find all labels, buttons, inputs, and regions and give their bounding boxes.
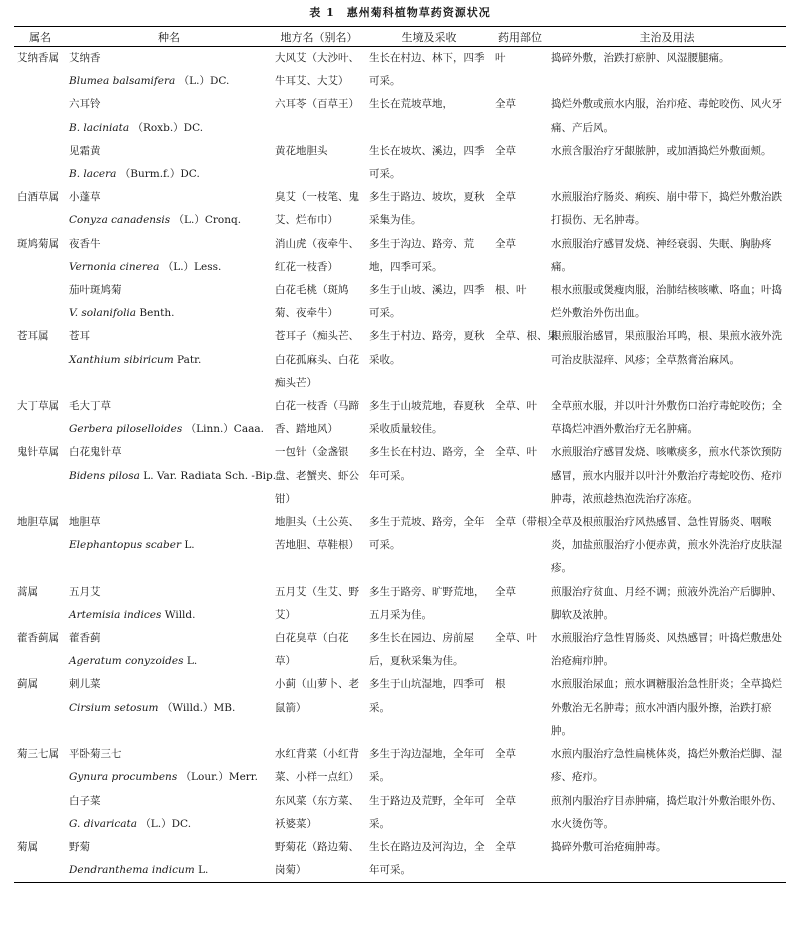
cell-species — [66, 743, 272, 789]
table-row — [14, 233, 786, 279]
scientific-binomial: Cirsium setosum — [69, 701, 159, 714]
scientific-authority: Patr. — [177, 353, 202, 366]
scientific-authority: Benth. — [139, 307, 175, 320]
table-row — [14, 581, 786, 627]
cell-medicinal-part: 全草 — [495, 794, 516, 807]
species-chinese-name: 野菊 — [69, 840, 90, 853]
header-local-name: 地方名（别名） — [272, 27, 366, 47]
species-chinese-name: 毛大丁草 — [69, 400, 111, 413]
cell-habitat: 多生于沟边湿地，全年可采。 — [369, 748, 485, 784]
cell-usage: 水煎服治疗感冒发烧、神经衰弱、失眠、胸胁疼痛。 — [551, 237, 772, 273]
cell-genus — [14, 140, 66, 186]
cell-medicinal-part: 全草 — [495, 585, 516, 598]
scientific-authority: （L.）DC. — [140, 817, 192, 830]
cell-usage: 捣碎外敷，治跌打瘀肿、风湿腰腿痛。 — [551, 52, 730, 64]
cell-habitat: 多生于荒坡、路旁，全年可采。 — [369, 516, 485, 552]
species-chinese-name: 五月艾 — [69, 585, 101, 598]
cell-medicinal-part: 全草 — [495, 748, 516, 761]
cell-species — [66, 140, 272, 186]
table-row — [14, 279, 786, 325]
cell-local-name: 苍耳子（痴头芒、白花孤麻头、白花痴头芒） — [275, 330, 359, 389]
scientific-binomial: Vernonia cinerea — [69, 260, 160, 273]
cell-local-name: 白花毛桃（斑鸠菊、夜牵牛） — [275, 284, 349, 320]
cell-species — [66, 836, 272, 883]
header-habitat: 生境及采收 — [366, 27, 492, 47]
cell-local-name: 黄花地胆头 — [275, 144, 328, 157]
cell-usage: 水煎内服治疗急性扁桃体炎，捣烂外敷治烂脚、湿疹、疮疖。 — [551, 748, 782, 784]
cell-genus: 苍耳属 — [17, 330, 49, 343]
cell-habitat: 生长在村边、林下，四季可采。 — [369, 52, 485, 88]
cell-habitat: 多生于山坡荒地，春夏秋采收质量较佳。 — [369, 400, 485, 436]
species-chinese-name: 平卧菊三七 — [69, 748, 122, 761]
species-chinese-name: 地胆草 — [69, 516, 101, 529]
species-scientific-name — [69, 349, 270, 372]
scientific-binomial: Blumea balsamifera — [69, 75, 176, 88]
scientific-binomial: Bidens pilosa — [69, 469, 140, 482]
cell-genus: 菊三七属 — [17, 748, 59, 761]
table-row — [14, 627, 786, 673]
cell-usage: 捣烂外敷或煎水内服，治疖疮、毒蛇咬伤、风火牙痛、产后风。 — [551, 98, 782, 134]
cell-usage: 根煎服治感冒，果煎服治耳鸣，根、果煎水液外洗可治皮肤湿痒、风疹；全草熬膏治麻风。 — [551, 330, 782, 366]
scientific-binomial: Gynura procumbens — [69, 771, 178, 784]
cell-medicinal-part: 全草（带根） — [495, 516, 558, 529]
table-row — [14, 395, 786, 441]
cell-species — [66, 233, 272, 279]
species-scientific-name — [69, 418, 270, 441]
cell-medicinal-part: 根 — [495, 678, 506, 691]
cell-habitat: 多生于村边、路旁，夏秋采收。 — [369, 330, 485, 366]
cell-local-name: 野菊花（路边菊、岗菊） — [272, 836, 366, 883]
cell-medicinal-part: 根、叶 — [495, 284, 527, 297]
species-scientific-name — [69, 604, 270, 627]
scientific-authority: （L.）Less. — [162, 260, 222, 273]
table-row — [14, 511, 786, 581]
scientific-authority: L. — [184, 539, 195, 552]
cell-habitat: 生长在坡坎、溪边，四季可采。 — [369, 144, 485, 181]
header-genus: 属名 — [14, 27, 66, 47]
scientific-authority: （Willd.）MB. — [161, 701, 236, 714]
cell-habitat: 多生于沟边、路旁、荒地，四季可采。 — [369, 237, 474, 273]
species-chinese-name: 藿香蓟 — [69, 632, 101, 645]
cell-genus — [14, 93, 66, 139]
cell-species — [66, 47, 272, 94]
cell-species — [66, 581, 272, 627]
table-header-row — [14, 27, 786, 47]
cell-medicinal-part: 全草、根、果 — [495, 330, 558, 343]
cell-medicinal-part: 全草 — [495, 191, 516, 204]
scientific-binomial: Gerbera piloselloides — [69, 423, 183, 436]
cell-genus: 大丁草属 — [17, 400, 59, 413]
cell-habitat: 生长在路边及河沟边，全年可采。 — [366, 836, 492, 883]
cell-usage: 全草煎水服，并以叶汁外敷伤口治疗毒蛇咬伤；全草捣烂冲酒外敷治疗无名肿痛。 — [551, 400, 782, 436]
species-chinese-name: 小蓬草 — [69, 191, 101, 204]
scientific-authority: （Roxb.）DC. — [132, 121, 204, 134]
species-scientific-name — [69, 209, 270, 232]
cell-local-name: 五月艾（生艾、野艾） — [275, 585, 359, 621]
table-row — [14, 325, 786, 395]
cell-local-name: 水红背菜（小红背菜、小样一点红） — [275, 748, 359, 784]
cell-local-name: 臭艾（一枝笔、鬼艾、烂布巾） — [275, 191, 359, 227]
species-chinese-name: 茄叶斑鸠菊 — [69, 284, 122, 297]
cell-species — [66, 673, 272, 743]
table-row — [14, 743, 786, 789]
cell-local-name: 消山虎（夜牵牛、红花一枝香） — [275, 237, 359, 273]
scientific-binomial: B. laciniata — [69, 121, 130, 134]
species-scientific-name — [69, 534, 270, 557]
scientific-binomial: V. solanifolia — [69, 307, 137, 320]
cell-species — [66, 325, 272, 395]
cell-local-name: 大风艾（大沙叶、牛耳艾、大艾） — [275, 52, 359, 88]
scientific-binomial: Ageratum conyzoides — [69, 655, 184, 668]
cell-local-name: 东风菜（东方菜、袄婆菜） — [275, 794, 359, 830]
scientific-authority: （Burm.f.）DC. — [119, 168, 200, 181]
cell-medicinal-part: 全草 — [492, 836, 548, 883]
cell-medicinal-part: 全草、叶 — [495, 400, 537, 413]
cell-usage: 水煎服治疗急性胃肠炎、风热感冒；叶捣烂敷患处治疮痈疖肿。 — [551, 632, 782, 668]
cell-genus: 白酒草属 — [17, 191, 59, 204]
species-scientific-name — [69, 859, 270, 882]
species-chinese-name: 艾纳香 — [69, 52, 101, 64]
scientific-binomial: Xanthium sibiricum — [69, 353, 174, 366]
table-row — [14, 140, 786, 186]
species-chinese-name: 苍耳 — [69, 330, 90, 343]
cell-genus: 藿香蓟属 — [17, 632, 59, 645]
cell-usage: 水煎含服治疗牙龈脓肿，或加酒捣烂外敷面颊。 — [551, 144, 772, 157]
cell-usage: 全草及根煎服治疗风热感冒、急性胃肠炎、咽喉炎，加盐煎服治疗小便赤黄，煎水外洗治疗皮肤湿疹。 — [551, 516, 782, 575]
cell-local-name: 小蓟（山萝卜、老鼠箭） — [275, 678, 359, 714]
scientific-authority: （L.）Cronq. — [173, 214, 242, 227]
table-body — [14, 47, 786, 883]
cell-species — [66, 93, 272, 139]
species-scientific-name — [69, 465, 277, 488]
cell-species — [66, 790, 272, 836]
species-chinese-name: 六耳铃 — [69, 98, 101, 111]
species-scientific-name — [69, 766, 270, 789]
species-chinese-name: 刺儿菜 — [69, 678, 101, 691]
cell-usage: 煎剂内服治疗目赤肿痛，捣烂取汁外敷治眼外伤、水火烫伤等。 — [551, 794, 782, 830]
scientific-binomial: Artemisia indices — [69, 608, 162, 621]
cell-genus: 蒿属 — [17, 585, 38, 598]
cell-habitat: 多生于山坑湿地，四季可采。 — [369, 678, 485, 714]
species-scientific-name — [69, 813, 270, 836]
cell-species — [66, 186, 272, 232]
header-usage: 主治及用法 — [548, 27, 786, 47]
cell-medicinal-part: 全草 — [495, 144, 516, 157]
header-medicinal-part: 药用部位 — [492, 27, 548, 47]
species-scientific-name — [69, 70, 270, 93]
scientific-binomial: Dendranthema indicum — [69, 864, 195, 877]
table-row — [14, 673, 786, 743]
cell-usage: 水煎服治疗肠炎、痢疾、崩中带下，捣烂外敷治跌打损伤、无名肿毒。 — [551, 191, 782, 227]
scientific-authority: L. Var. Radiata Sch. -Bip. — [143, 469, 277, 482]
species-chinese-name: 白花鬼针草 — [69, 446, 122, 459]
species-scientific-name — [69, 697, 270, 720]
cell-species — [66, 395, 272, 441]
table-row — [14, 47, 786, 94]
scientific-binomial: B. lacera — [69, 168, 117, 181]
herb-resource-table — [14, 26, 786, 883]
cell-usage: 捣碎外敷可治疮痈肿毒。 — [548, 836, 786, 883]
species-scientific-name — [69, 302, 270, 325]
cell-species — [66, 511, 272, 581]
cell-genus: 地胆草属 — [17, 516, 59, 529]
scientific-binomial: G. divaricata — [69, 817, 137, 830]
scientific-authority: L. — [186, 655, 198, 668]
table-caption: 表 1 惠州菊科植物草药资源状况 — [309, 6, 491, 19]
cell-local-name: 地胆头（土公英、苦地胆、草鞋根） — [275, 516, 359, 552]
species-scientific-name — [69, 256, 270, 279]
cell-local-name: 白花一枝香（马蹄香、踏地风） — [275, 400, 359, 436]
cell-usage: 水煎服治疗感冒发烧、咳嗽痰多，煎水代茶饮预防感冒，煎水内服并以叶汁外敷治疗毒蛇咬伤、疮疖肿毒，浓煎趁热泡洗治疗冻疮。 — [551, 446, 782, 505]
species-scientific-name — [69, 163, 270, 186]
species-chinese-name: 白子菜 — [69, 794, 101, 807]
table-row — [14, 790, 786, 836]
scientific-binomial: Elephantopus scaber — [69, 539, 181, 552]
cell-habitat: 生于路边及荒野，全年可采。 — [369, 794, 485, 830]
cell-local-name: 六耳苓（百草王） — [275, 98, 359, 111]
cell-usage: 根水煎服或煲瘦肉服，治肺结核咳嗽、咯血；叶捣烂外敷治外伤出血。 — [551, 284, 782, 320]
table-row — [14, 93, 786, 139]
cell-medicinal-part: 全草 — [495, 237, 516, 250]
cell-habitat: 多生长在村边、路旁，全年可采。 — [369, 446, 485, 482]
cell-genus — [14, 279, 66, 325]
cell-genus: 菊属 — [14, 836, 66, 883]
cell-local-name: 白花臭草（白花草） — [275, 632, 349, 668]
cell-species — [66, 627, 272, 673]
cell-genus: 艾纳香属 — [17, 52, 59, 64]
cell-species — [66, 279, 272, 325]
cell-habitat: 多生于路旁、旷野荒地，五月采为佳。 — [369, 585, 485, 621]
scientific-authority: （Lour.）Merr. — [180, 771, 259, 784]
cell-usage: 煎服治疗贫血、月经不调；煎液外洗治产后脚肿、脚软及浓肿。 — [551, 585, 782, 621]
scientific-authority: Willd. — [164, 608, 196, 621]
cell-habitat: 多生于路边、坡坎，夏秋采集为佳。 — [369, 191, 485, 227]
header-species: 种名 — [66, 27, 272, 47]
scientific-authority: L. — [198, 864, 209, 877]
species-scientific-name — [69, 117, 270, 140]
cell-genus — [14, 790, 66, 836]
cell-medicinal-part: 全草、叶 — [495, 446, 537, 459]
cell-genus: 蓟属 — [17, 678, 38, 691]
scientific-binomial: Conyza canadensis — [69, 214, 171, 227]
cell-habitat: 生长在荒坡草地， — [369, 98, 453, 111]
cell-habitat: 多生长在园边、房前屋后，夏秋采集为佳。 — [369, 632, 474, 668]
cell-genus: 斑鸠菊属 — [17, 237, 59, 250]
cell-medicinal-part: 全草、叶 — [495, 632, 537, 645]
species-chinese-name: 见霜黄 — [69, 144, 101, 157]
scientific-authority: （L.）DC. — [178, 75, 230, 88]
cell-species — [66, 441, 277, 511]
species-scientific-name — [69, 650, 270, 673]
table-row — [14, 441, 786, 511]
table-row — [14, 186, 786, 232]
cell-local-name: 一包针（金盏银盘、老蟹夹、虾公钳） — [275, 446, 359, 505]
scientific-authority: （Linn.）Caaa. — [185, 423, 264, 436]
species-chinese-name: 夜香牛 — [69, 237, 101, 250]
cell-habitat: 多生于山坡、溪边，四季可采。 — [369, 284, 485, 320]
table-row — [14, 836, 786, 883]
cell-medicinal-part: 叶 — [495, 52, 506, 64]
cell-usage: 水煎服治尿血；煎水调糖服治急性肝炎；全草捣烂外敷治无名肿毒；煎水冲酒内服外擦，治跌打瘀肿。 — [551, 678, 782, 737]
cell-medicinal-part: 全草 — [495, 98, 516, 111]
cell-genus: 鬼针草属 — [17, 446, 59, 459]
